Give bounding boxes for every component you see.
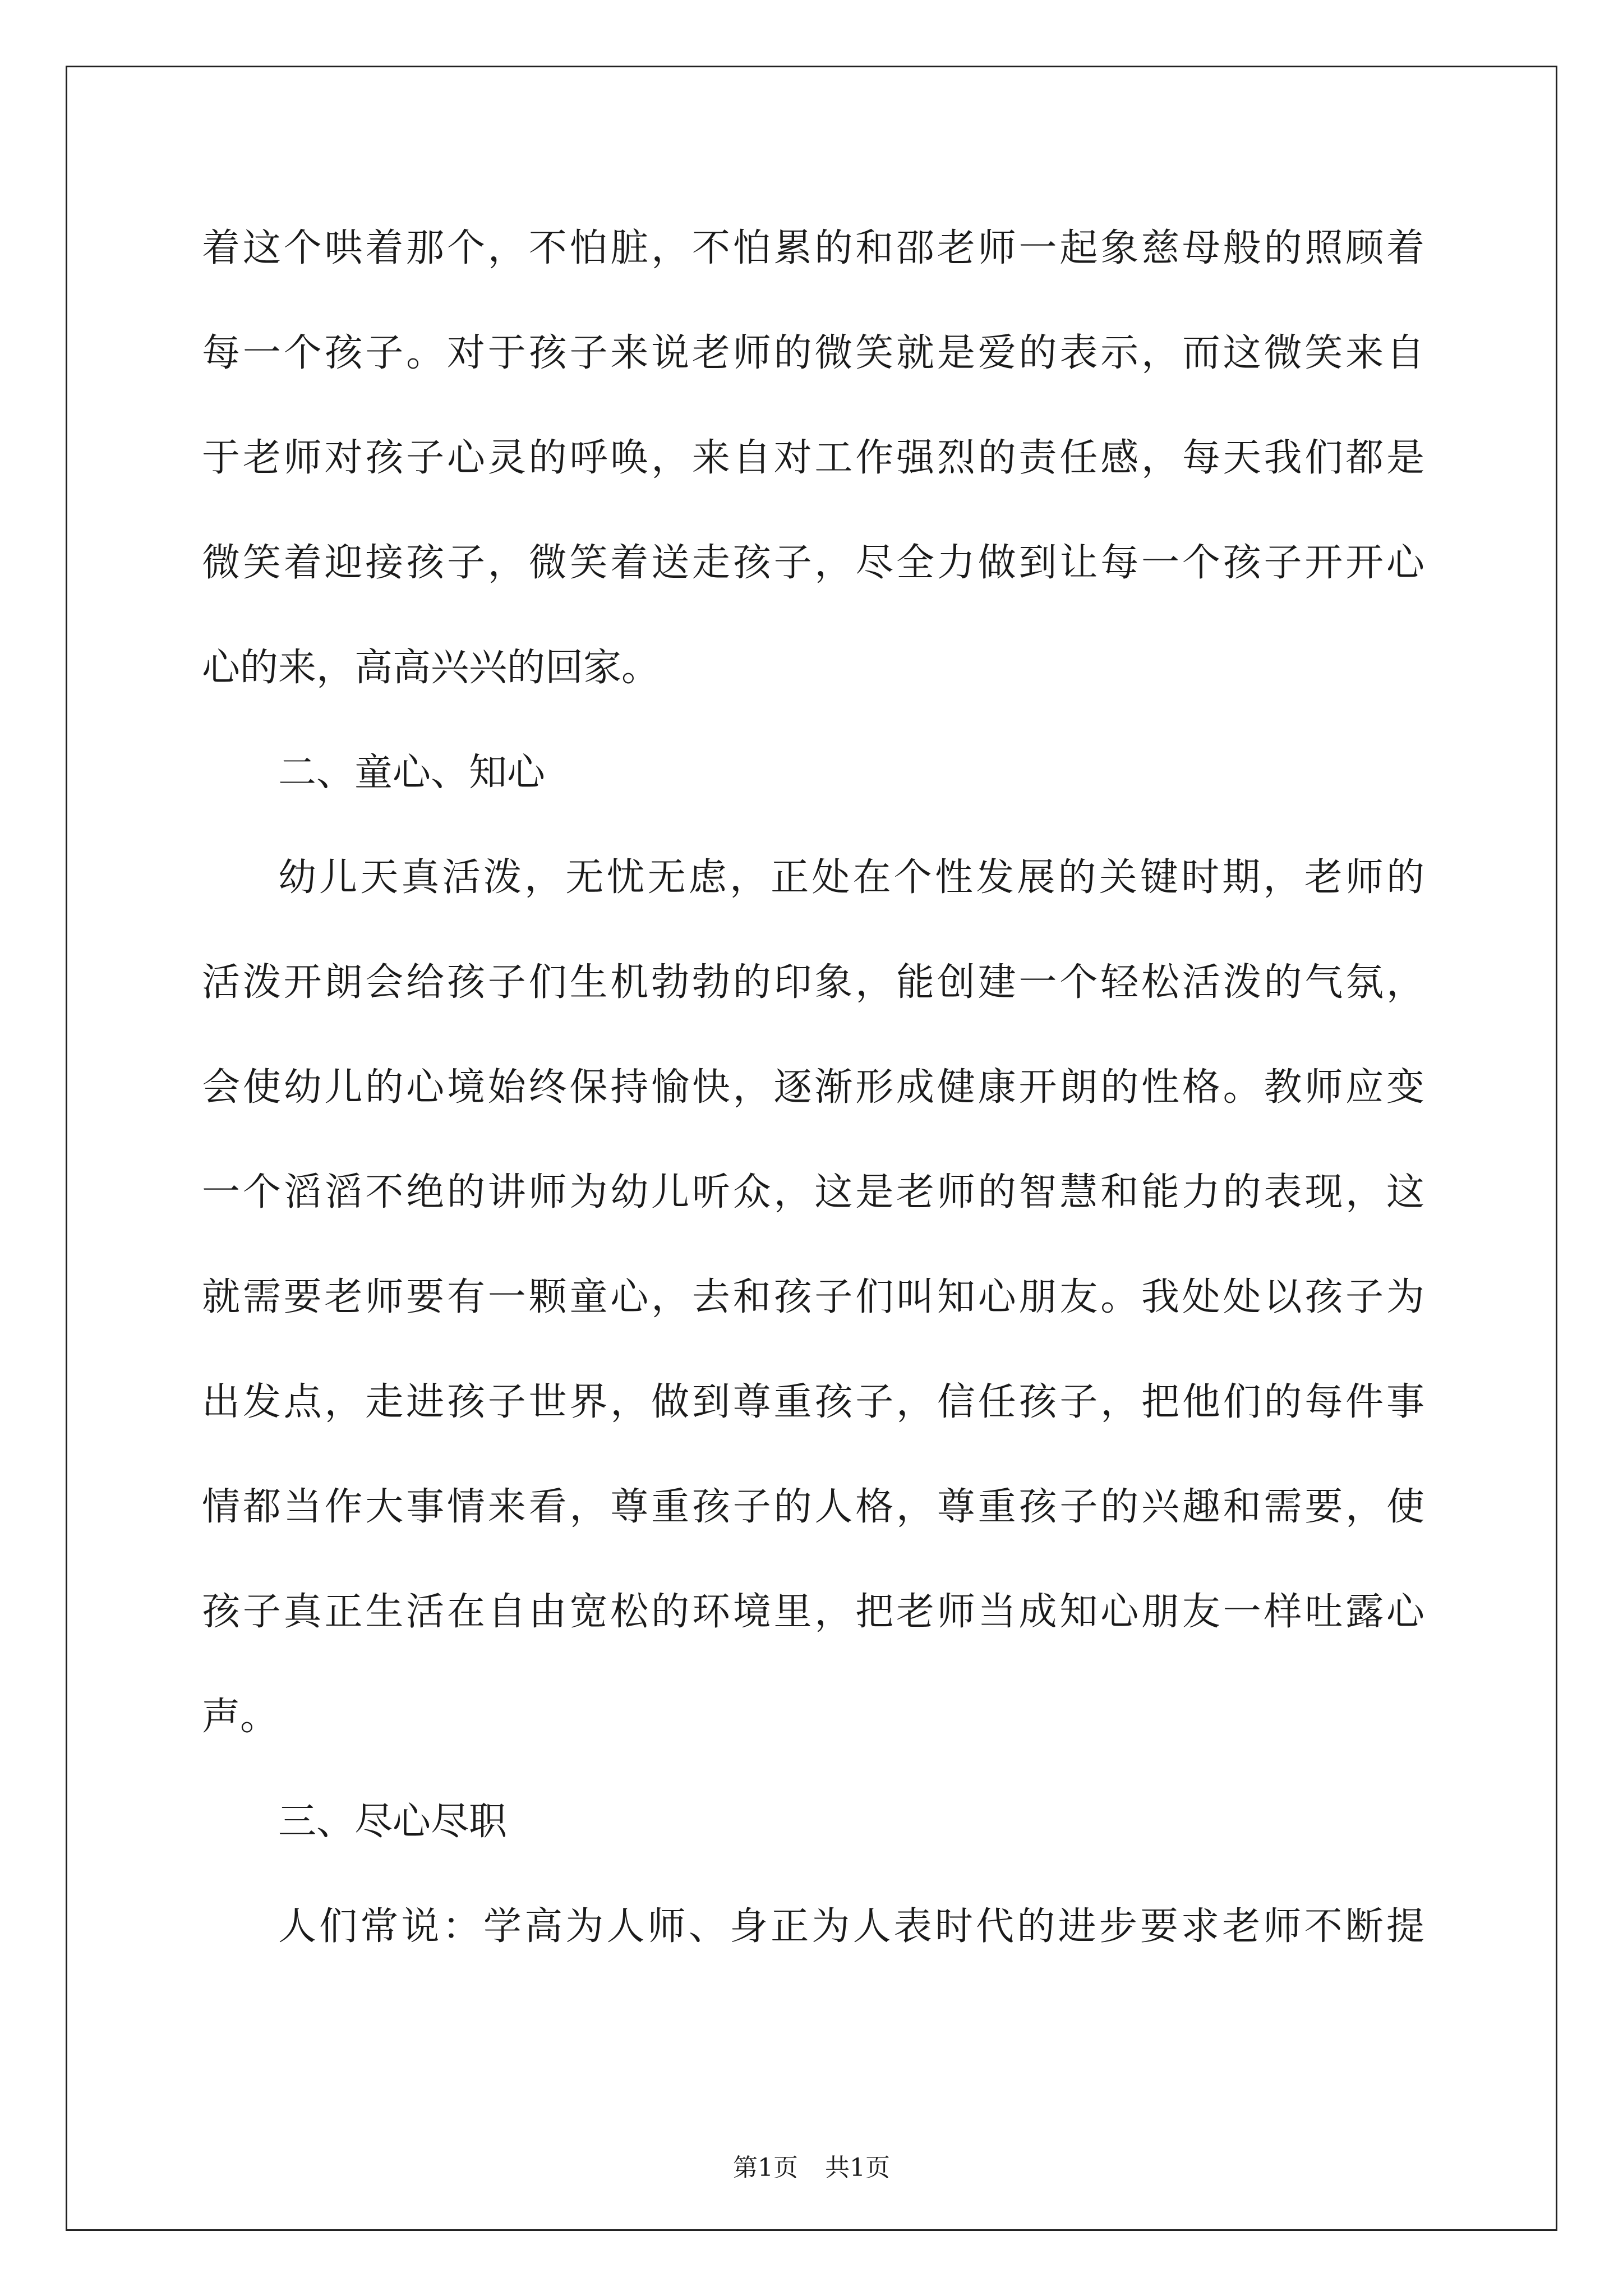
text-line: 情都当作大事情来看，尊重孩子的人格，尊重孩子的兴趣和需要，使 (202, 1485, 1424, 1529)
text-line: 心的来，高高兴兴的回家。 (202, 646, 660, 690)
text-line: 就需要老师要有一颗童心，去和孩子们叫知心朋友。我处处以孩子为 (202, 1275, 1424, 1319)
text-line: 声。 (202, 1695, 279, 1739)
text-line: 着这个哄着那个，不怕脏，不怕累的和邵老师一起象慈母般的照顾着 (202, 226, 1424, 270)
page-number: 第1页 (733, 2154, 798, 2182)
page-total: 共1页 (825, 2154, 890, 2182)
text-line: 活泼开朗会给孩子们生机勃勃的印象，能创建一个轻松活泼的气氛， (202, 960, 1424, 1005)
section-heading: 三、尽心尽职 (278, 1800, 508, 1844)
text-line: 一个滔滔不绝的讲师为幼儿听众，这是老师的智慧和能力的表现，这 (202, 1170, 1424, 1214)
text-line: 幼儿天真活泼，无忧无虑，正处在个性发展的关键时期，老师的 (278, 855, 1424, 900)
text-line: 出发点，走进孩子世界，做到尊重孩子，信任孩子，把他们的每件事 (202, 1380, 1424, 1424)
text-line: 于老师对孩子心灵的呼唤，来自对工作强烈的责任感，每天我们都是 (202, 436, 1424, 480)
text-line: 会使幼儿的心境始终保持愉快，逐渐形成健康开朗的性格。教师应变 (202, 1065, 1424, 1110)
document-body (202, 206, 1424, 1990)
text-line: 孩子真正生活在自由宽松的环境里，把老师当成知心朋友一样吐露心 (202, 1590, 1424, 1634)
section-heading: 二、童心、知心 (278, 751, 546, 795)
text-line: 微笑着迎接孩子，微笑着送走孩子，尽全力做到让每一个孩子开开心 (202, 541, 1424, 585)
text-line: 每一个孩子。对于孩子来说老师的微笑就是爱的表示，而这微笑来自 (202, 331, 1424, 375)
text-line: 人们常说：学高为人师、身正为人表时代的进步要求老师不断提 (278, 1904, 1424, 1949)
page-footer (0, 2151, 1623, 2185)
